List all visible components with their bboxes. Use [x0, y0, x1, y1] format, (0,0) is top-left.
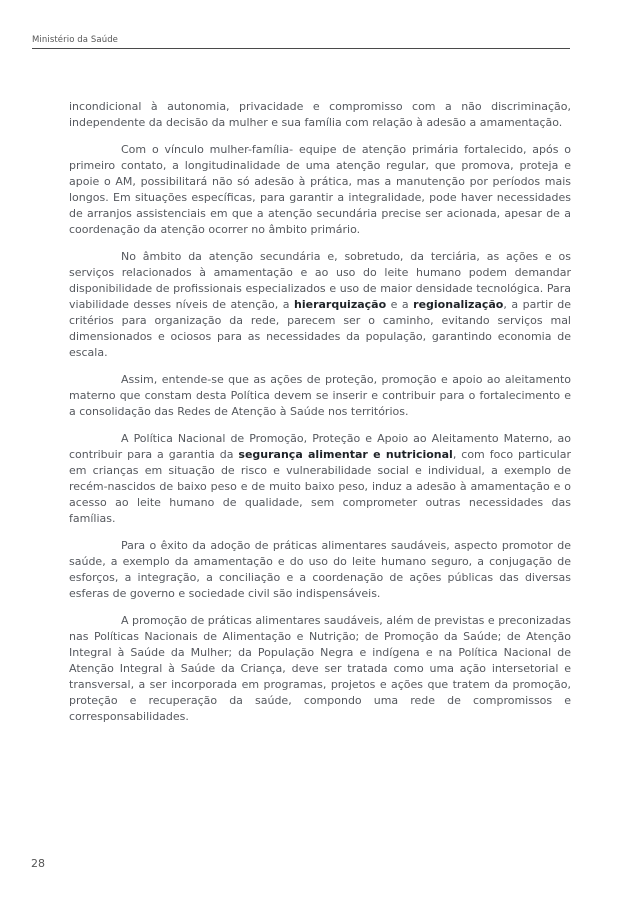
text-run: e a	[386, 298, 414, 311]
paragraph	[69, 249, 571, 361]
running-header	[32, 30, 570, 49]
paragraph	[69, 431, 571, 527]
emphasis-seguranca-alimentar: segurança alimentar e nutricional	[238, 448, 453, 461]
emphasis-regionalizacao: regionalização	[413, 298, 504, 311]
text-run: No âmbito da atenção secundária e, sobretudo, da terciária, as ações e os serviços relacionados à amamentação e ao uso do leite humano podem demandar disponibilidade de profissionais especializados e uso de maior densidade tecnológica. Para viabilidade desses níveis de atenção, a	[69, 250, 571, 311]
paragraph	[69, 538, 571, 602]
paragraph	[69, 372, 571, 420]
header-title: Ministério da Saúde	[32, 35, 119, 45]
paragraph	[69, 613, 571, 725]
text-run: , a partir de critérios para organização da rede, parecem ser o caminho, evitando serviços mal dimensionados e ociosos para as necessidades da população, garantindo economia de escala.	[69, 298, 571, 359]
text-run: Assim, entende-se que as ações de proteção, promoção e apoio ao aleitamento materno que constam desta Política devem se inserir e contribuir para o fortalecimento e a consolidação das Redes de Atenção à Saúde nos territórios.	[69, 373, 571, 418]
body-text	[69, 99, 571, 736]
text-run: incondicional à autonomia, privacidade e compromisso com a não discriminação, independente da decisão da mulher e sua família com relação à adesão a amamentação.	[69, 100, 571, 129]
text-run: Com o vínculo mulher-família- equipe de atenção primária fortalecido, após o primeiro contato, a longitudinalidade de uma atenção regular, que promova, proteja e apoie o AM, possibilitará não só adesão à prática, mas a manutenção por períodos mais longos. Em situações específicas, para garantir a integralidade, pode haver necessidades de arranjos assistenciais em que a atenção secundária precise ser acionada, apesar de a coordenação da atenção ocorrer no âmbito primário.	[69, 143, 571, 236]
text-run: , com foco particular em crianças em situação de risco e vulnerabilidade social e individual, a exemplo de recém-nascidos de baixo peso e de muito baixo peso, induz a adesão à amamentação e o acesso ao leite humano de qualidade, sem comprometer outras necessidades das famílias.	[69, 448, 571, 525]
paragraph	[69, 142, 571, 238]
text-run: A promoção de práticas alimentares saudáveis, além de previstas e preconizadas nas Políticas Nacionais de Alimentação e Nutrição; de Promoção da Saúde; de Atenção Integral à Saúde da Mulher; da População Negra e indígena e na Política Nacional de Atenção Integral à Saúde da Criança, deve ser tratada como uma ação intersetorial e transversal, a ser incorporada em programas, projetos e ações que tratem da promoção, proteção e recuperação da saúde, compondo uma rede de compromissos e corresponsabilidades.	[69, 614, 571, 723]
paragraph	[69, 99, 571, 131]
text-run: Para o êxito da adoção de práticas alimentares saudáveis, aspecto promotor de saúde, a exemplo da amamentação e do uso do leite humano seguro, a conjugação de esforços, a integração, a conciliação e a coordenação de ações públicas das diversas esferas de governo e sociedade civil são indispensáveis.	[69, 539, 571, 600]
text-run: A Política Nacional de Promoção, Proteção e Apoio ao Aleitamento Materno, ao contribuir para a garantia da	[69, 432, 571, 461]
page-number: 28	[31, 857, 45, 870]
emphasis-hierarquizacao: hierarquização	[294, 298, 387, 311]
